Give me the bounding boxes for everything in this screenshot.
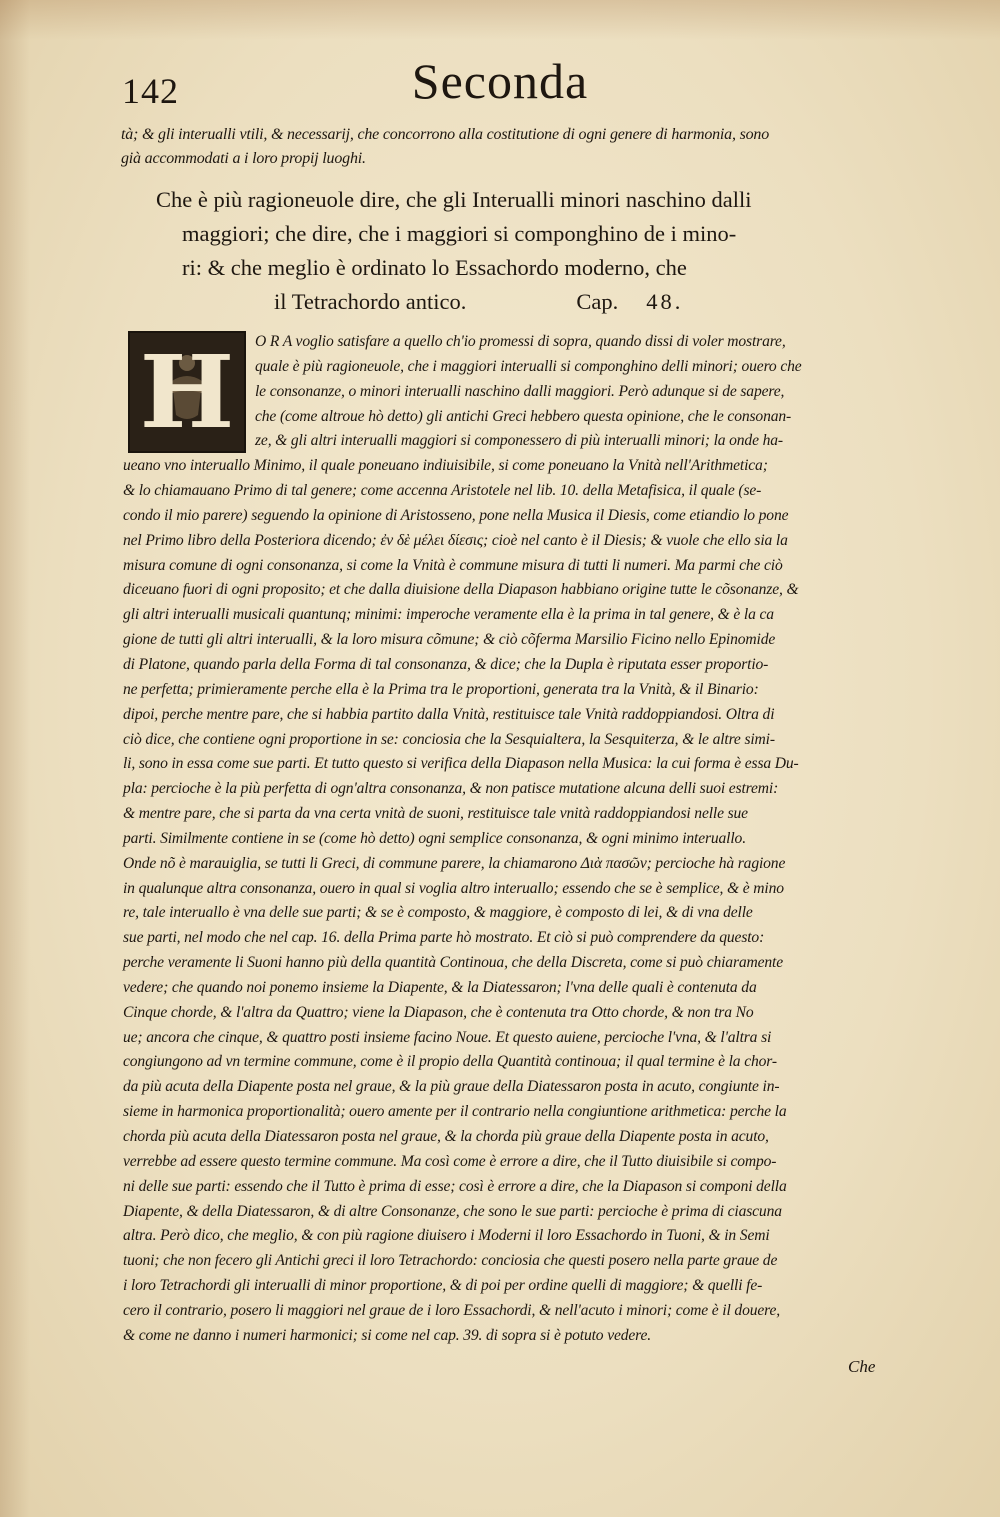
text-line: & lo chiamauano Primo di tal genere; come accenna Aristotele nel lib. 10. della Metafisica, il quale (se- — [123, 482, 762, 500]
text-line: di Platone, quando parla della Forma di tal consonanza, & dice; che la Dupla è riputata esser proportio- — [123, 655, 769, 673]
chapter-label: Cap. — [576, 289, 619, 314]
text-line: ni delle sue parti: essendo che il Tutto è prima di esse; così è errore a dire, che la Diapason si componi della — [123, 1177, 787, 1195]
text-line: i loro Tetrachordi gli interualli di minor proportione, & di poi per ordine quelli di maggiore; & quelli fe- — [123, 1277, 763, 1295]
text-line: dipoi, perche mentre pare, che si habbia partito dalla Vnità, restituisce tale Vnità raddoppiandosi. Oltra di — [123, 705, 775, 723]
page-number: 142 — [122, 71, 179, 111]
catchword: Che — [848, 1357, 876, 1376]
page-stain — [0, 0, 1000, 40]
text-line: ne perfetta; primieramente perche ella è la Prima tra le proportioni, generata tra la Vnità, & il Binario: — [123, 680, 759, 698]
text-line: misura comune di ogni consonanza, si come la Vnità è commune misura di tutti li numeri. Ma parmi che ciò — [123, 556, 783, 574]
text-line: congiungono ad vn termine commune, come è il propio della Quantità continoua; il qual termine è la chor- — [123, 1053, 777, 1071]
text-line: Onde nõ è marauiglia, se tutti li Greci, di commune parere, la chiamarono Διὰ πασῶν; percioche hà ragione — [123, 854, 786, 872]
text-line: quale è più ragioneuole, che i maggiori interualli si componghino delli minori; ouero che — [255, 357, 802, 375]
text-line: cero il contrario, posero li maggiori nel graue de i loro Essachordi, & nell'acuto i minori; come è il douere, — [123, 1301, 780, 1319]
text-line: & come ne danno i numeri harmonici; si come nel cap. 39. di sopra si è potuto vedere. — [123, 1326, 652, 1344]
text-line: che (come altroue hò detto) gli antichi Greci hebbero questa opinione, che le consonan- — [255, 407, 792, 425]
text-line: in qualunque altra consonanza, ouero in qual si voglia altro interuallo; essendo che se è semplice, & è mino — [123, 879, 784, 897]
text-line: ze, & gli altri interualli maggiori si componessero di più interualli minori; la onde ha- — [255, 432, 783, 450]
text-line: & mentre pare, che si parta da vna certa vnità de suoni, restituisce tale vnità raddoppiandosi nelle sue — [123, 805, 748, 823]
text-line: ue; ancora che cinque, & quattro posti insieme facino Noue. Et questo auiene, percioche l'vna, & l'altra si — [123, 1028, 772, 1046]
heading-line: Che è più ragioneuole dire, che gli Interualli minori naschino dalli — [156, 187, 752, 212]
text-line: O R A voglio satisfare a quello ch'io promessi di sopra, quando dissi di voler mostrare, — [255, 333, 786, 350]
text-line: sue parti, nel modo che nel cap. 16. della Prima parte hò mostrato. Et ciò si può comprendere da questo: — [123, 929, 765, 947]
text-line: parti. Similmente contiene in se (come hò detto) ogni semplice consonanza, & ogni minimo interuallo. — [123, 829, 746, 847]
text-line: altra. Però dico, che meglio, & con più ragione diuisero i Moderni il loro Essachordo in Tuoni, & in Semi — [123, 1227, 770, 1245]
text-line: già accommodati a i loro propij luoghi. — [121, 150, 366, 167]
heading-line: il Tetrachordo antico. — [274, 289, 467, 314]
text-line: tà; & gli interualli vtili, & necessarij, che concorrono alla costitutione di ogni genere di harmonia, sono — [121, 126, 770, 143]
initial-letter: H — [139, 333, 235, 451]
text-line: verrebbe ad essere questo termine commune. Ma così come è errore a dire, che il Tutto diuisibile si compo- — [123, 1152, 777, 1170]
text-line: ciò dice, che contiene ogni proportione in se: conciosia che la Sesquialtera, la Sesquiterza, & le altre simi- — [123, 730, 775, 748]
text-line: gione de tutti gli altri interualli, & la loro misura cõmune; & ciò cõferma Marsilio Ficino nello Epinomide — [123, 631, 776, 649]
heading-line: maggiori; che dire, che i maggiori si componghino de i mino- — [182, 221, 737, 246]
text-line: pla: percioche è la più perfetta di ogn'altra consonanza, & non patisce mutatione alcuna delli suoi estremi: — [123, 780, 779, 798]
chapter-body — [123, 330, 893, 1349]
text-line: vedere; che quando noi ponemo insieme la Diapente, & la Diatessaron; l'vna delle quali è contenuta da — [123, 978, 757, 996]
text-line: tuoni; che non fecero gli Antichi greci il loro Tetrachordo: conciosia che questi posero nella parte graue de — [123, 1252, 778, 1270]
text-line: Cinque chorde, & l'altra da Quattro; viene la Diapason, che è contenuta tra Otto chorde, & non tra No — [123, 1003, 754, 1021]
text-line: condo il mio parere) seguendo la opinione di Aristosseno, pone nella Musica il Diesis, come etiandio lo pone — [123, 506, 789, 524]
text-line: chorda più acuta della Diatessaron posta nel graue, & la chorda più graue della Diapente posta in acuto, — [123, 1128, 769, 1145]
running-title: Seconda — [411, 53, 589, 109]
text-line: nel Primo libro della Posteriora dicendo; ἐν δὲ μέλει δίεσις; cioè nel canto è il Diesis; & vuole che ello sia la — [123, 531, 788, 549]
text-line: diceuano fuori di ogni proposito; et che dalla diuisione della Diapason habbiano origine tutte le cõsonanze, & — [123, 581, 799, 599]
previous-chapter-ending — [121, 123, 891, 171]
text-line: le consonanze, o minori interualli naschino dalli maggiori. Però adunque si de sapere, — [255, 382, 785, 400]
text-line: perche veramente li Suoni hanno più della quantità Continoua, che della Discreta, come si può chiaramente — [123, 954, 783, 972]
running-head — [0, 52, 1000, 112]
text-line: li, sono in essa come sue parti. Et tutto questo si verifica della Diapason nella Musica: la cui forma è essa Du- — [123, 755, 799, 773]
heading-line: ri: & che meglio è ordinato lo Essachordo moderno, che — [182, 255, 687, 280]
text-line: Diapente, & della Diatessaron, & di altre Consonanze, che sono le sue parti: percioche è prima di ciascuna — [123, 1202, 782, 1220]
text-line: re, tale interuallo è vna delle sue parti; & se è composto, & maggiore, è composto di lei, & di vna delle — [123, 904, 753, 922]
text-line: ueano vno interuallo Minimo, il quale poneuano indiuisibile, si come poneuano la Vnità nell'Arithmetica; — [123, 457, 768, 475]
chapter-number: 48. — [646, 289, 684, 314]
heading-last-line — [110, 285, 900, 319]
text-line: gli altri interualli musicali quantunq; minimi: imperoche veramente ella è la prima in tal genere, & è la ca — [123, 606, 774, 624]
page-stain — [0, 0, 30, 1517]
text-line: da più acuta della Diapente posta nel graue, & la più graue della Diatessaron posta in acuto, congiunte in- — [123, 1078, 780, 1096]
chapter-heading — [110, 183, 900, 319]
text-line: sieme in harmonica proportionalità; ouero amente per il contrario nella congiuntione arithmetica: perche la — [123, 1103, 787, 1121]
